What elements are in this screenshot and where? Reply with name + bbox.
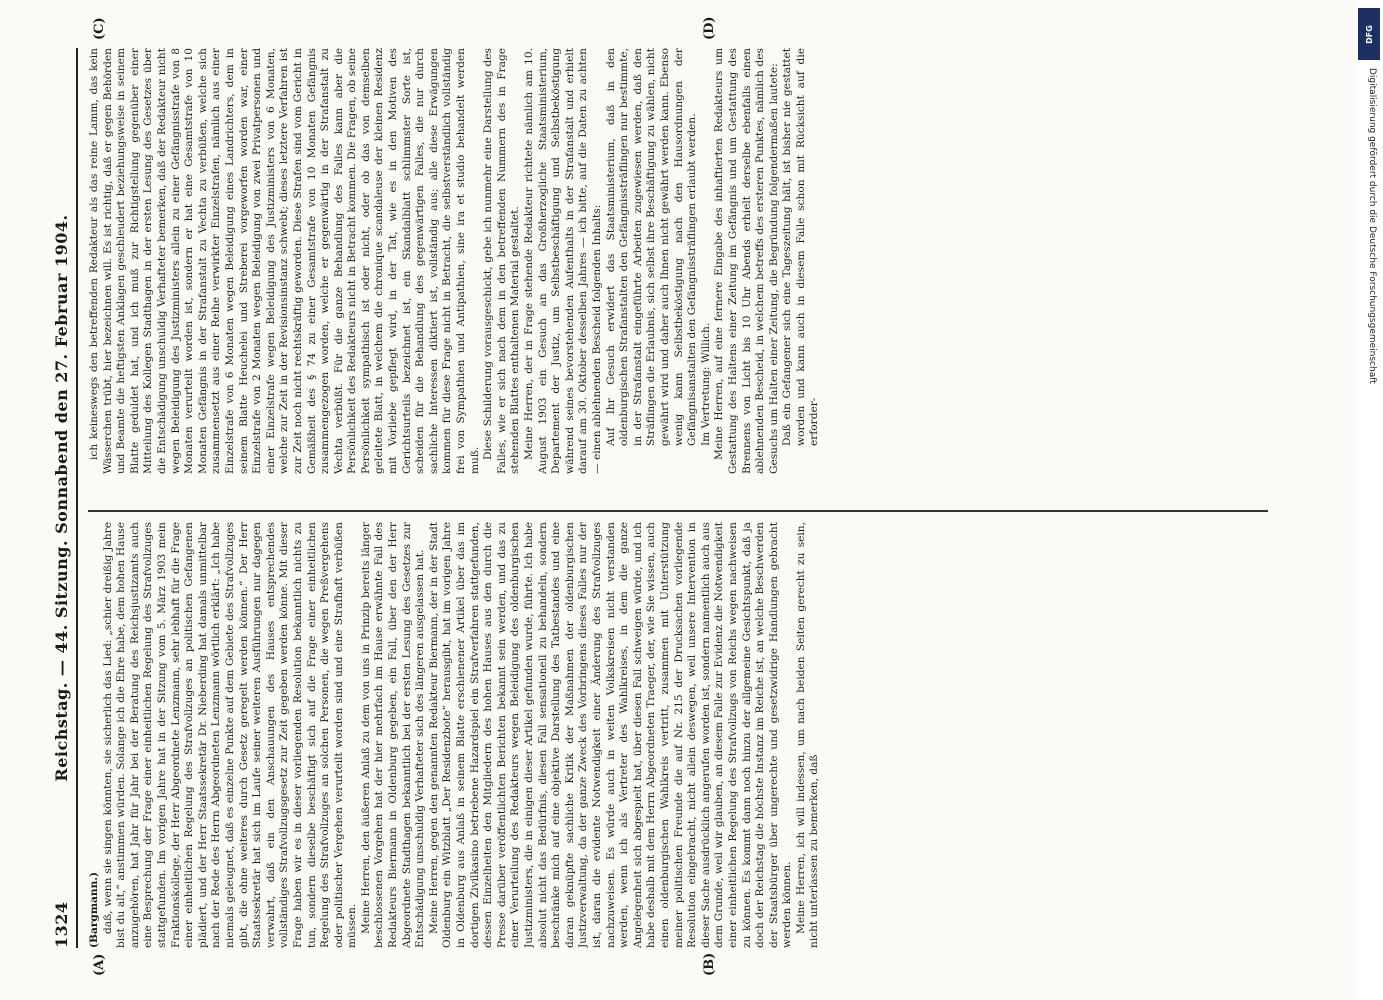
speaker-name: (Bargmann.) xyxy=(88,872,100,948)
quoted-reason: Daß ein Gefangener sich eine Tageszeitung hält, ist bisher nie gestattet worden und kann auch in diesem Falle schon mit Rücksicht auf die erforder- xyxy=(781,48,821,446)
margin-mark-a: (A) xyxy=(92,953,107,976)
paragraph: Meine Herren, ich will indessen, um nach beiden Seiten gerecht zu sein, nicht unterlassen zu bemerken, daß xyxy=(794,522,821,948)
paragraph: Meine Herren, auf eine fernere Eingabe des inhaftierten Redakteurs um Gestattung des Haltens einer Zeitung im Gefängnis und um Gestattung des Brennens von Licht bis 10 Uhr Abends erhielt derselbe ebenfalls einen ablehnenden Bescheid, in welchem betreffs des ersteren Punktes, nämlich des Gesuchs um Halten einer Zeitung, die Begründung folgendermaßen lautete: xyxy=(713,48,780,474)
running-title: Reichstag. — 44. Sitzung. Sonnabend den 27. Februar 1904. xyxy=(52,214,71,782)
digitization-strip xyxy=(1355,0,1383,1000)
page-number: 1324 xyxy=(52,901,71,948)
quoted-signature: Im Vertretung: Willich. xyxy=(699,322,712,446)
margin-mark-d: (D) xyxy=(702,16,717,40)
digitization-credit: Digitalisierung gefördert durch die Deutsche Forschungsgemeinschaft xyxy=(1367,68,1377,384)
paragraph: Meine Herren, gegen den genannten Redakteur Biermann, der in der Stadt Oldenburg ein Witzblatt „Der Residenzbote“ herausgibt, hat im vorigen Jahre in Oldenburg aus Anlaß in seinem Blatte erschienener Artikel über das im dortigen Zivilkasino betriebene Hazardspiel ein Strafverfahren stattgefunden, dessen Einzelheiten den Mitgliedern des hohen Hauses aus den durch die Presse darüber veröffentlichten Berichten bekannt sein werden, und das zu einer Verurteilung des Redakteurs wegen Beleidigung des oldenburgischen Justizministers, die in einigen dieser Artikel gefunden wurde, führte. Ich habe absolut nicht das Bedürfnis, diesen Fall sensationell zu behandeln, sondern beschränke mich auf eine objektive Darstellung des Tatbestandes und eine daran geknüpfte sachliche Kritik der Maßnahmen der oldenburgischen Justizverwaltung, da der ganze Zweck des Vorbringens dieses Falles nur der ist, daran die evidente Notwendigkeit einer Änderung des Strafvollzuges nachzuweisen. Es würde auch in weiten Volkskreisen nicht verstanden werden, wenn ich als Vertreter des Wahlkreises, in dem die ganze Angelegenheit sich abgespielt hat, über diesen Fall schweigen würde, und ich habe deshalb mit dem Herrn Abgeordneten Traeger, der, wie Sie wissen, auch einen oldenburgischen Wahlkreis vertritt, zusammen mit Unterstützung meiner politischen Freunde die auf Nr. 215 der Drucksachen vorliegende Resolution eingebracht, nicht allein deswegen, weil unsere Intervention in dieser Sache ausdrücklich angerufen worden ist, sondern namentlich auch aus dem Grunde, weil wir glauben, an diesem Falle zur Evidenz die Notwendigkeit einer einheitlichen Regelung des Strafvollzugs von Reichs wegen nachweisen zu können. Es kommt dann noch hinzu der allgemeine Gesichtspunkt, daß ja doch der Reichstag die höchste Instanz im Reiche ist, an welche Beschwerden der Staatsbürger über ungerechte und gesetzwidrige Handlungen gebracht werden können. xyxy=(427,522,794,948)
dfg-logo: DFG xyxy=(1358,8,1380,60)
header-rule xyxy=(76,48,78,948)
paragraph: ich keineswegs den betreffenden Redakteur als das reine Lamm, das kein Wässerchen trübt, hier bezeichnen will. Es ist richtig, daß er gegen Behörden und Beamte die heftigsten Anklagen geschleudert beziehungsweise in seinem Blatte geduldet hat, und ich muß zur Richtigstellung gegenüber einer Mitteilung des Kollegen Stadthagen in der ersten Lesung des Gesetzes über die Entschädigung unschuldig Verhafteter bemerken, daß der Redakteur nicht wegen Beleidigung des Justizministers allein zu einer Gefängnisstrafe von 8 Monaten verurteilt worden ist, sondern er hat eine Gesamtstrafe von 10 Monaten Gefängnis in der Strafanstalt zu Vechta zu verbüßen, welche sich zusammensetzt aus einer Reihe verwirkter Einzelstrafen, nämlich aus einer Einzelstrafe von 6 Monaten wegen Beleidigung eines Landrichters, dem in seinem Blatte Heuchelei und Streberei vorgeworfen worden war, einer Einzelstrafe von 2 Monaten wegen Beleidigung von zwei Privatpersonen und einer Einzelstrafe wegen Beleidigung des Justizministers von 6 Monaten, welche zur Zeit in der Revisionsinstanz schwebt; dieses letztere Verfahren ist zur Zeit noch nicht rechtskräftig geworden. Diese Strafen sind vom Gericht in Gemäßheit des § 74 zu einer Gesamtstrafe von 10 Monaten Gefängnis zusammengezogen worden, welche er gegenwärtig in der Strafanstalt zu Vechta verbüßt. Für die ganze Behandlung des Falles kann aber die Persönlichkeit des Redakteurs nicht in Betracht kommen. Die Fragen, ob seine Persönlichkeit sympathisch ist oder nicht, oder ob das von demselben geleitete Blatt, in welchem die chronique scandaleuse der kleinen Residenz mit Vorliebe gepflegt wird, in der Tat, wie es in den Motiven des Gerichtsurteils bezeichnet ist, ein Skandalblatt schlimmster Sorte ist, scheiden für die Behandlung des gegenwärtigen Falles, die nur durch sachliche Interessen diktiert ist, vollständig aus; alle diese Erwägungen kommen für diese Frage nicht in Betracht, die selbstverständlich vollständig frei von Sympathien und Antipathien, sine ira et studio behandelt werden muß. xyxy=(88,48,481,474)
column-divider xyxy=(88,511,1268,513)
margin-mark-b: (B) xyxy=(702,952,717,976)
paragraph: Meine Herren, den äußeren Anlaß zu dem von uns in Prinzip bereits länger beschlossenen Vorgehen hat der hier mehrfach im Hause erwähnte Fall des Redakteurs Biermann in Oldenburg gegeben, ein Fall, über den der Herr Abgeordnete Stadthagen bekanntlich bei der ersten Lesung des Gesetzes zur Entschädigung unschuldig Verhafteter sich des längeren ausgelassen hat. xyxy=(359,522,427,948)
paragraph: Meine Herren, der in Frage stehende Redakteur richtete nämlich am 10. August 1903 ein Gesuch an das Großherzogliche Staatsministerium, Departement der Justiz, um Selbstbeschäftigung und Selbstbeköstigung während seines bevorstehenden Aufenthalts in der Strafanstalt und erhielt darauf am 30. Oktober desselben Jahres — ich bitte, auf die Daten zu achten — einen ablehnenden Bescheid folgenden Inhalts: xyxy=(523,48,603,474)
margin-mark-c: (C) xyxy=(92,17,107,40)
right-column xyxy=(88,48,1268,474)
page-header xyxy=(52,48,74,948)
paragraph: daß, wenn sie singen könnten, sie sicherlich das Lied: „schier dreißig Jahre bist du alt,“ anstimmen würden. Solange ich die Ehre habe, dem hohen Hause anzugehören, hat Jahr für Jahr bei der Beratung des Reichsjustizamts auch eine Besprechung der Frage einer einheitlichen Regelung des Strafvollzuges stattgefunden. Im vorigen Jahre hat in der Sitzung vom 5. März 1903 mein Fraktionskollege, der Herr Abgeordnete Lenzmann, sehr lebhaft für die Frage einer einheitlichen Regelung des Strafvollzuges an politischen Gefangenen plädiert, und der Herr Staatssekretär Dr. Nieberding hat damals unmittelbar nach der Rede des Herrn Abgeordneten Lenzmann wörtlich erklärt: „Ich habe niemals geleugnet, daß es einzelne Punkte auf dem Gebiete des Strafvollzuges gibt, die ohne weiteres durch Gesetz geregelt werden können.“ Der Herr Staatssekretär hat sich im Laufe seiner weiteren Ausführungen nur dagegen verwahrt, daß ein den Anschauungen des Hauses entsprechendes vollständiges Strafvollzugsgesetz zur Zeit gegeben werden könne. Mit dieser Frage haben wir es in dieser vorliegenden Resolution bekanntlich nichts zu tun, sondern dieselbe beschäftigt sich auf die Frage einer einheitlichen Regelung des Strafvollzuges an solchen Personen, die wegen Preßvergehens oder politischer Vergehen verurteilt worden sind und eine Strafhaft verbüßen müssen. xyxy=(101,522,359,948)
paragraph: Diese Schilderung vorausgeschickt, gebe ich nunmehr eine Darstellung des Falles, wie er sich nach dem in den betreffenden Nummern des in Frage stehenden Blattes enthaltenen Material gestaltet. xyxy=(482,48,522,474)
left-column xyxy=(88,522,1268,948)
quoted-decision: Auf Ihr Gesuch erwidert das Staatsministerium, daß in den oldenburgischen Strafanstalten den Gefängnissträflingen nur bestimmte, in der Strafanstalt eingeführte Arbeiten zugewiesen werden, daß den Sträflingen die Erlaubnis, sich selbst ihre Beschäftigung zu wählen, nicht gewährt wird und daher auch Ihnen nicht gewährt werden kann. Ebenso wenig kann Selbstbeköstigung nach den Hausordnungen der Gefängnisanstalten den Gefängnissträflingen erlaubt werden. xyxy=(604,48,699,446)
